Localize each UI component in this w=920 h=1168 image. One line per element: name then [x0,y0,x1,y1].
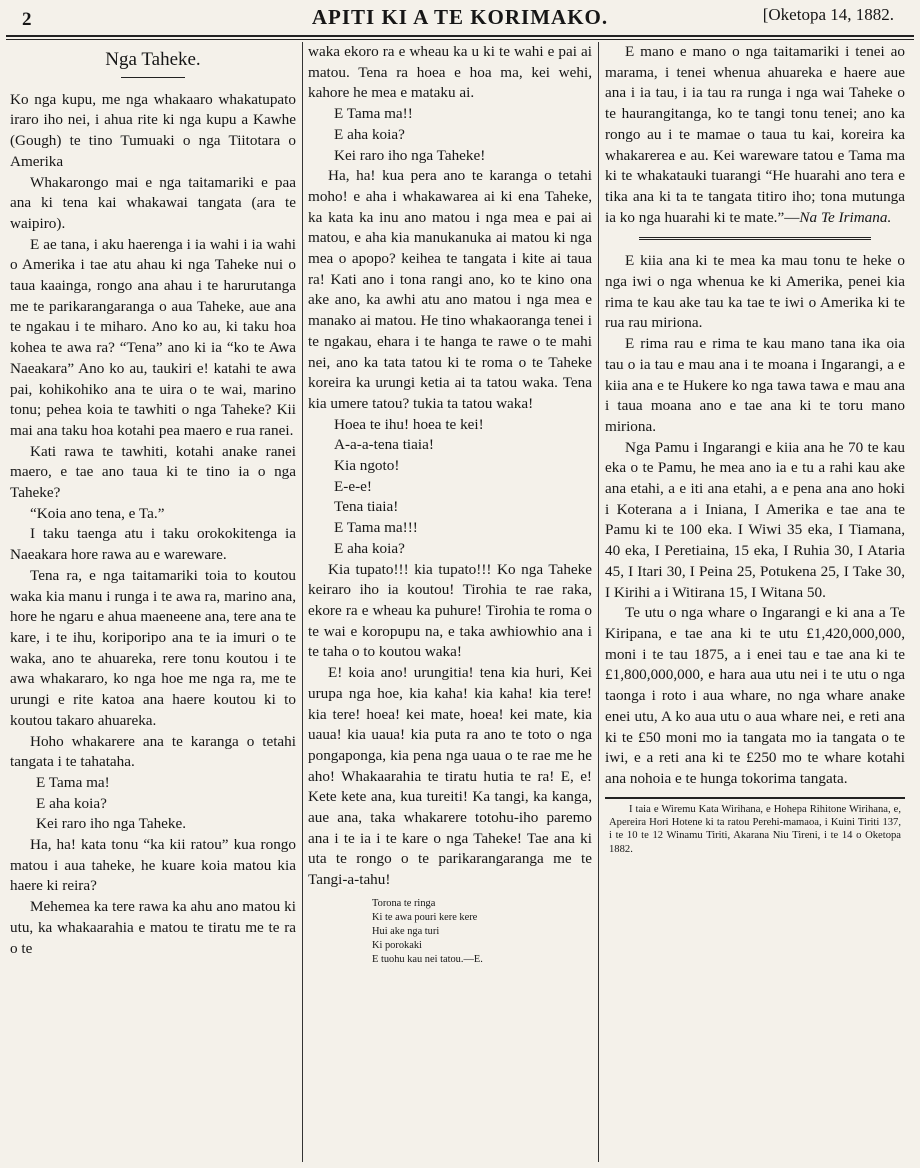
paragraph: E! koia ano! urungitia! tena kia huri, Kei urupa nga hoe, kia kaha! kia kaha! kia tere! kia tere! hoea! kei mate, hoea! kei mate, kia uaua! kia uaua! kia puta ra ano te toto o nga pongaponga, kia pena nga uaua o te rae me he aho! Whakaarahia te tiratu hutia te ra! E, e! Kete kete ana, kua tureiti! Ka tangi, ka kanga, aue ana, taka whakarere totohu-iho paremo ana i te ia i te kare o nga Taheke! Tae ana ki uta te rongo o te parikarangaranga me te Tangi-a-tahu! [308,664,592,889]
paragraph: Ha, ha! kua pera ano te karanga o tetahi moho! e aha i whakawarea ai ki ena Taheke, ka kata ka inu ano matou i nga mea e pai ai matou, e aha kia manukanuka ai matou ki nga mea o apopo? keihea te tangata i kite ai taua ra! Kati ano i tona rangi ano, ko te kino ona ake ano, ka awhi atu ano matou i nga mea e manako ai matou. He tino whakaoranga tenei i te ngakau, ehara i te hanga te rawe o te mahi nei, ano ka tata tatou ki te roma o te Taheke koreira ka urungi ketia ai ta tatou waka. Tena kia umere tatou? tukia ta tatou waka! [308,167,592,412]
paragraph: Tena ra, e nga taitamariki toia to koutou waka kia manu i runga i te awa ra, marino ana, hore he ngaru e ahua maeneene ana, tere ana te kare, i te ihu, koriporipo ana te ia imuri o te waka, ano te ahuareka, rere tonu koutou i te awa whakararo, ko nga hoe me nga ra, me te urungi e rite katoa ana haere koutou ki to koutou takaro ahuareka. [10,566,296,729]
exclamation-line: Kia ngoto! [334,457,400,475]
heading-rule [121,77,185,78]
paragraph: E ae tana, i aku haerenga i ia wahi i ia wahi o Amerika i tae atu ahau ki nga Taheke nui o taua kaainga, rongo ana ahau i te harurutanga me te parikarangaranga o aua Taheke, aue ana te ngakau i te miharo. Ano ko au, ki taku hoa kohea te awa ra? “Tena” ano ki ia “ko te Awa Naeakara” Ano ko au, taukiri e! katahi te awa pai, kohikohiko ana te uira o te wai, marino tonu; pehea koia te tawhiti o nga Taheke? Kii mai ana taku hoa kotahi pea maero e rua ranei. [10,235,296,439]
signature: Na Te Irimana. [799,208,892,226]
paragraph: Nga Pamu i Ingarangi e kiia ana he 70 te kau eka o te Pamu, he mea ano ia e tu a rahi kau ake ana etahi, a e iti ana etahi, a e pena ana ano hoki i Koterana a i Iniana, I Amerika e tae ana te Pamu ki te 100 eka. I Wiwi 35 eka, I Tiamana, 40 eka, I Peretiaina, 15 eka, I Ruhia 30, I Ataria 45, I Itari 30, I Peina 25, Potukena 25, I Take 30, I Kirihi a i Witirana 15, I Witana 50. [605,438,905,601]
paragraph: Whakarongo mai e nga taitamariki e paa ana ki tena kai whakawai tangata (ara te waipiro). [10,173,296,232]
page-number: 2 [22,9,32,30]
exclamation-line: E aha koia? [36,794,107,812]
paragraph: Kati rawa te tawhiti, kotahi anake ranei maero, e tae ano taua ki te tino ia o nga Taheke? [10,442,296,502]
exclamation-line: E aha koia? [334,539,405,557]
poem-line: Hui ake nga turi [372,925,440,937]
exclamation-line: Hoea te ihu! hoea te kei! [334,415,484,433]
article-heading: Nga Taheke. [105,49,201,70]
column-rule [302,42,303,1162]
column-3 [605,42,905,1164]
paragraph: E rima rau e rima te kau mano tana ika oia tau o ia tau e mau ana i te moana i Ingarangi, a e kiia ana e te Hukere ko nga tawa tawa e mau ana i taua moana ano e tae ana ki te toru mano miriona. [605,335,905,435]
exclamation-line: E-e-e! [334,477,372,495]
poem-line: Ki te awa pouri kere kere [372,911,478,923]
column-2 [308,42,592,1164]
header-rule [6,35,914,37]
imprint-notice: I taia e Wiremu Kata Wirihana, e Hohepa Rihitone Wirihana, e, Apereira Hori Hotene ki ta ratou Perehi-mamaoa, i Kuini Tiriti 137, i te 10 te 12 Winamu Tiriti, Akarana Niu Tireni, i te 14 o Oketopa 1882. [609,803,901,855]
exclamation-line: E Tama ma!! [334,105,413,123]
paragraph: Kia tupato!!! kia tupato!!! Ko nga Taheke keiraro iho ia koutou! Tirohia te rae raka, ekore ra e wheau ka puhure! Tirohia te roma o te wai e koropupu na, e taka awhiowhio ana i te taha o to koutou waka! [308,560,592,661]
exclamation-line: Kei raro iho nga Taheke. [36,815,187,833]
paragraph: waka ekoro ra e wheau ka u ki te wahi e pai ai matou. Tena ra hoea e hoa ma, kei wehi, kahore he mea e mataku ai. [308,43,592,102]
paragraph: E kiia ana ki te mea ka mau tonu te heke o nga iwi o nga whenua ke ki Amerika, penei kia rima te kau ake tau ka tae te iwi o Amerika ki te rua rau miriona. [605,252,905,332]
exclamation-line: E Tama ma! [36,773,110,791]
exclamation-line: A-a-a-tena tiaia! [334,436,434,454]
column-rule [598,42,599,1162]
paragraph: Ko nga kupu, me nga whakaaro whakatupato iraro iho nei, i ahua rite ki nga kupu a Kawhe (Gough) te tino Tumuaki o nga Tiitotara o Amerika [10,90,296,170]
poem [308,897,592,967]
paragraph: Mehemea ka tere rawa ka ahu ano matou ki utu, ka whakaarahia e matou te tiratu me te ra o te [10,898,296,957]
paragraph: Ha, ha! kata tonu “ka kii ratou” kua rongo matou i aua taheke, he kuare koia matou kia haere ki reira? [10,836,296,895]
column-1 [10,42,296,1164]
poem-line: Ki porokaki [372,939,422,951]
exclamation-line: Kei raro iho nga Taheke! [334,146,486,164]
section-divider [639,237,871,242]
header-rule-thin [6,39,914,40]
paragraph: Hoho whakarere ana te karanga o tetahi tangata i te tahataha. [10,732,296,771]
exclamation-line: E aha koia? [334,125,405,143]
poem-line: Torona te ringa [372,897,436,909]
masthead-title: APITI KI A TE KORIMAKO. [311,5,609,29]
paragraph: Te utu o nga whare o Ingarangi e ki ana a Te Kiripana, e tae ana ki te utu £1,420,000,000, moni i te tau 1875, a i enei tau e tae ana ki te £1,800,000,000, e hara aua utu nei i te utu o nga taonga i roto i aua whare, no nga whare anake enei utu, A ko aua utu o aua whare nei, e reti ana ki te £50 moni mo ia tangata mo ia tangata o te iwi, e a reti ana ki te £250 mo te whare kotahi ana nohoia e te hunga tokorima tangata. [605,604,905,787]
exclamation-line: E Tama ma!!! [334,519,418,537]
paragraph: I taku taenga atu i taku orokokitenga ia Naeakara hore rawa au e wareware. [10,525,296,564]
issue-date: [Oketopa 14, 1882. [762,5,894,24]
paragraph: “Koia ano tena, e Ta.” [30,504,165,522]
poem-line: E tuohu kau nei tatou.—E. [372,953,483,965]
paragraph [605,42,905,228]
page-header [0,0,920,40]
exclamation-line: Tena tiaia! [334,498,399,516]
paragraph-text: E mano e mano o nga taitamariki i tenei ao marama, i tenei whenua ahuareka e haere aue ana i ia tau, i ia tau ra runga i nga wai Taheke o te haurangitanga, ko te tangi tonu tenei; ano ka rongo au i te mamae o taua tu kai, koreira ka whakarerea e au. Kei wareware tatou e Tama ma ki te whakatauki tuarangi “He huarahi ano tera e tika ana ki ta te tangata titiro iho; tona mutunga ia ko nga huarahi ki te mate.”— [605,43,905,226]
imprint-rule [605,797,905,799]
